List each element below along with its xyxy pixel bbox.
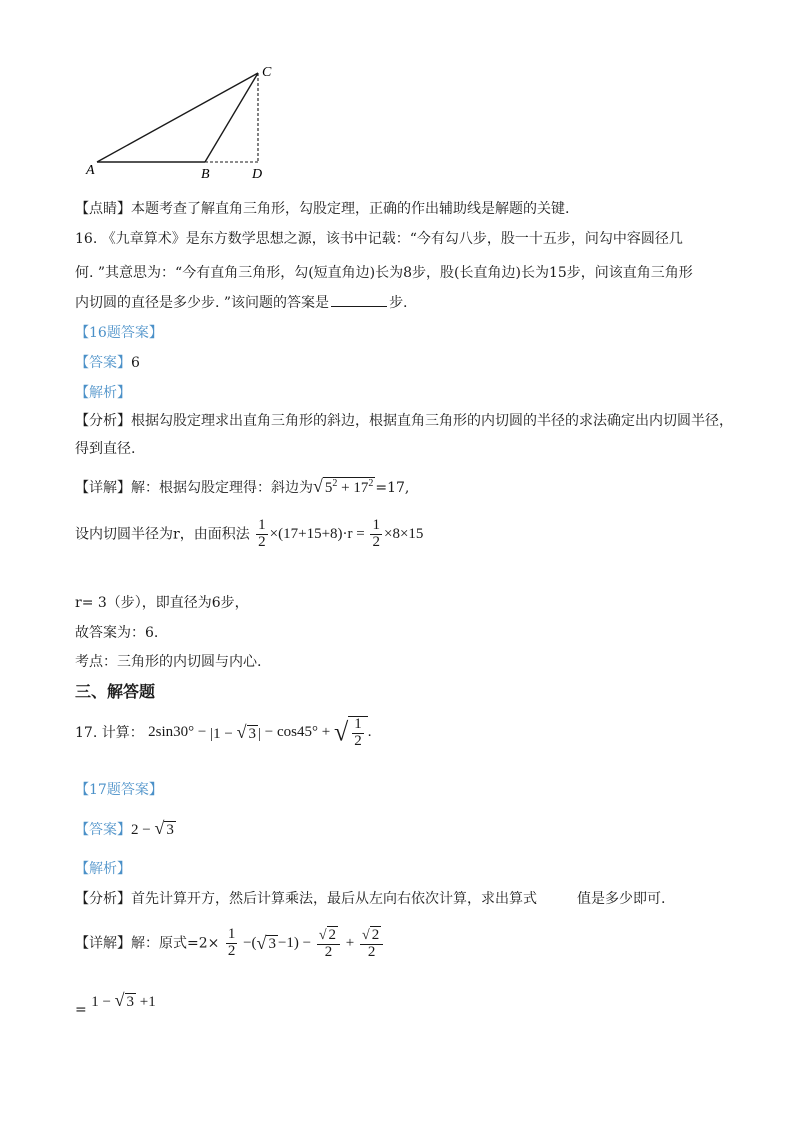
q17-line	[75, 716, 371, 750]
q16-line1: 16. 《九章算术》是东方数学思想之源，该书中记载：“今有勾八步，股一十五步，问勾中容圆径几	[75, 231, 683, 247]
q17-answer-label: 【答案】	[75, 822, 131, 838]
label-b: B	[201, 167, 210, 182]
q16-area-line	[75, 518, 423, 551]
q17-expression: 2sin30° − |1 − √ 3 | − cos45° + √ $\frac{1}{2}$ .	[148, 716, 372, 749]
triangle-figure	[80, 60, 280, 185]
label-d: D	[252, 167, 263, 182]
q16-line3-pre: 内切圆的直径是多少步. ”该问题的答案是	[75, 295, 330, 311]
q16-fenxi-label: 【分析】	[75, 413, 131, 429]
q16-answer-value: 6	[131, 355, 140, 371]
q17-step-expression: 1 − √ 3 +1	[91, 990, 156, 1010]
q17-xiangjie-line	[75, 926, 385, 961]
dianjing-label: 【点睛】	[75, 201, 131, 217]
section-title: 三、解答题	[75, 682, 156, 701]
q16-fenxi-line1	[75, 410, 733, 430]
q17-answer-value: 2 − √ 3	[131, 818, 174, 838]
q16-r-line: r= 3（步），即直径为6步，	[75, 595, 249, 611]
q16-final-answer: 故答案为：6.	[75, 625, 159, 641]
q17-answer-line	[75, 818, 176, 839]
q16-line2: 何. ”其意思为：“今有直角三角形，勾(短直角边)长为8步，股(长直角边)长为15步，问该直角三角形	[75, 265, 693, 281]
q16-xiangjie-line	[75, 476, 409, 497]
segment-ac	[97, 73, 258, 162]
q17-fenxi-label: 【分析】	[75, 891, 131, 907]
answer-blank	[331, 306, 387, 307]
q17-analysis-header: 【解析】	[75, 861, 131, 877]
q17-xiangjie-expression: $\frac{1}{2}$ −(√ 3 −1) − $\frac{√ 2}{2}$ + $\frac{√ 2}{2}$	[224, 935, 385, 951]
dianjing-line	[75, 198, 569, 218]
hypotenuse-formula: √ $5^2 + 17^2$	[313, 476, 374, 496]
q17-answer-header: 【17题答案】	[75, 782, 163, 798]
q16-answer-header: 【16题答案】	[75, 325, 163, 341]
area-equation: $\frac{1}{2}$ ×(17+15+8)·r = $\frac{1}{2}$ ×8×15	[258, 517, 424, 550]
q17-step-eq: =	[75, 1002, 87, 1018]
q17-prefix: 17. 计算：	[75, 725, 144, 742]
q17-fenxi-text1: 首先计算开方，然后计算乘法，最后从左向右依次计算，求出算式	[131, 891, 537, 907]
q16-xiangjie-post: =17,	[375, 480, 410, 496]
q16-fenxi-line2: 得到直径.	[75, 441, 136, 457]
q16-set-r: 设内切圆半径为r，由面积法	[75, 526, 250, 543]
q17-xiangjie-pre: 解：原式=2×	[131, 935, 220, 952]
q16-kaodian: 考点：三角形的内切圆与内心.	[75, 654, 262, 670]
q16-answer-label: 【答案】	[75, 355, 131, 371]
q16-line3	[75, 292, 408, 312]
q17-step-line	[75, 990, 156, 1018]
q17-fenxi-line	[75, 888, 665, 908]
segment-bc	[205, 73, 258, 162]
q16-fenxi-text1: 根据勾股定理求出直角三角形的斜边，根据直角三角形的内切圆的半径的求法确定出内切圆半径，	[131, 413, 733, 429]
label-a: A	[86, 163, 95, 178]
q17-xiangjie-label: 【详解】	[75, 935, 131, 952]
label-c: C	[262, 65, 272, 80]
q16-xiangjie-label: 【详解】	[75, 480, 131, 496]
q16-xiangjie-pre: 解：根据勾股定理得：斜边为	[131, 480, 313, 496]
q17-fenxi-text2: 值是多少即可.	[577, 891, 666, 907]
q16-answer-line	[75, 352, 140, 372]
q16-analysis-header: 【解析】	[75, 385, 131, 401]
q16-line3-post: 步.	[389, 295, 408, 311]
dianjing-text: 本题考查了解直角三角形，勾股定理，正确的作出辅助线是解题的关键.	[131, 201, 570, 217]
